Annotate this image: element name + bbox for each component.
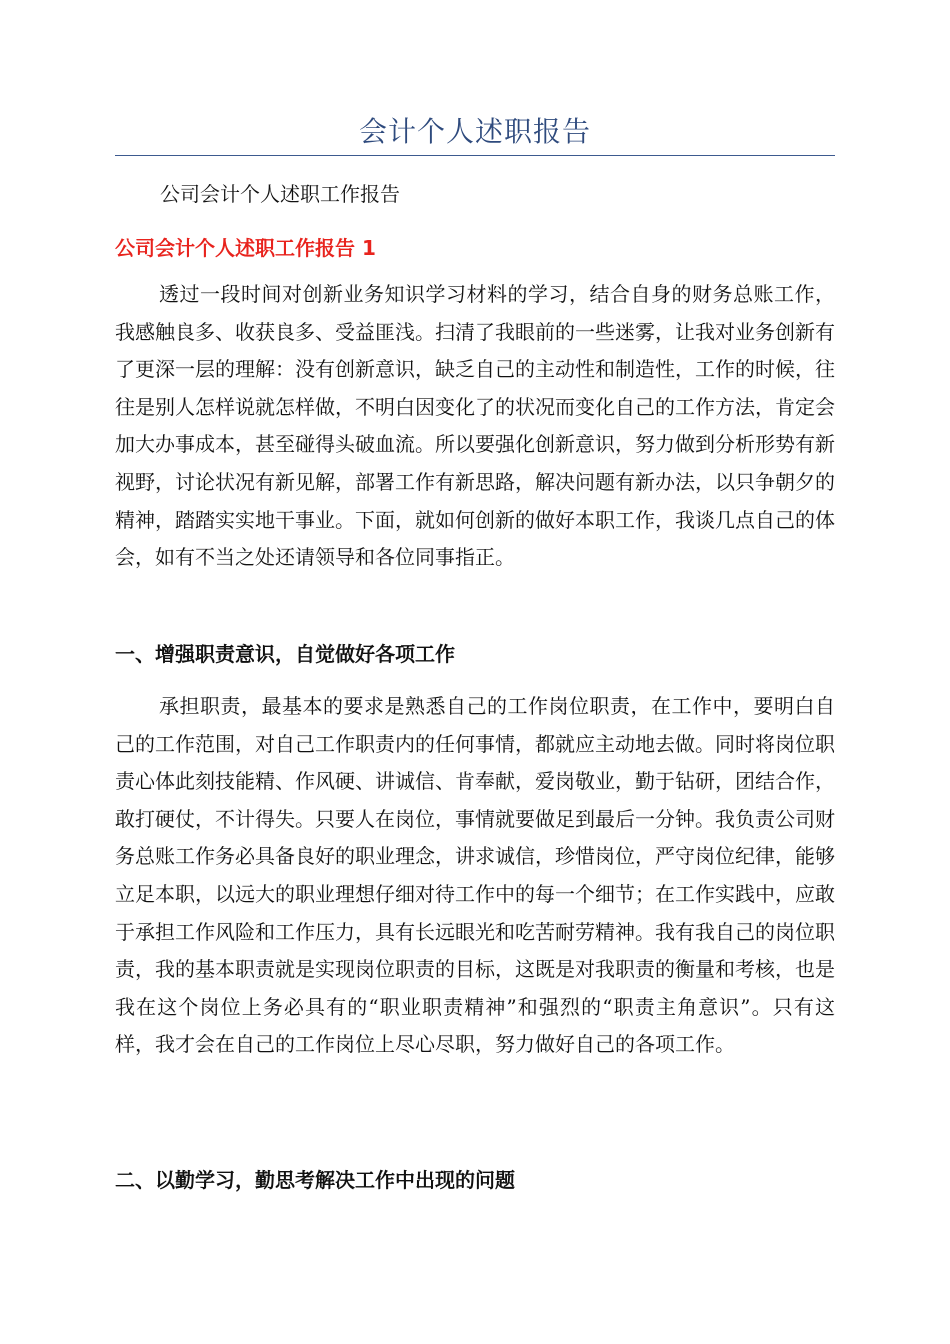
document-title: 会计个人述职报告 (358, 115, 591, 148)
report-heading: 公司会计个人述职工作报告 1 (115, 236, 376, 260)
title-underline (115, 155, 835, 156)
section-heading-2: 二、以勤学习，勤思考解决工作中出现的问题 (115, 1168, 515, 1192)
section-heading-1: 一、增强职责意识，自觉做好各项工作 (115, 642, 455, 666)
paragraph-responsibility: 承担职责，最基本的要求是熟悉自己的工作岗位职责，在工作中，要明白自己的工作范围，对自己工作职责内的任何事情，都就应主动地去做。同时将岗位职责心体此刻技能精、作风硬、讲诚信、肯奉献，爱岗敬业，勤于钻研，团结合作，敢打硬仗，不计得失。只要人在岗位，事情就要做足到最后一分钟。我负责公司财务总账工作务必具备良好的职业理念，讲求诚信，珍惜岗位，严守岗位纪律，能够立足本职，以远大的职业理想仔细对待工作中的每一个细节；在工作实践中，应敢于承担工作风险和工作压力，具有长远眼光和吃苦耐劳精神。我有我自己的岗位职责，我的基本职责就是实现岗位职责的目标，这既是对我职责的衡量和考核，也是我在这个岗位上务必具有的“职业职责精神”和强烈的“职责主角意识”。只有这样，我才会在自己的工作岗位上尽心尽职，努力做好自己的各项工作。 (115, 694, 835, 1057)
paragraph-intro: 透过一段时间对创新业务知识学习材料的学习，结合自身的财务总账工作，我感触良多、收获良多、受益匪浅。扫清了我眼前的一些迷雾，让我对业务创新有了更深一层的理解：没有创新意识，缺乏自己的主动性和制造性，工作的时候，往往是别人怎样说就怎样做，不明白因变化了的状况而变化自己的工作方法，肯定会加大办事成本，甚至碰得头破血流。所以要强化创新意识，努力做到分析形势有新视野，讨论状况有新见解，部署工作有新思路，解决问题有新办法，以只争朝夕的精神，踏踏实实地干事业。下面，就如何创新的做好本职工作，我谈几点自己的体会，如有不当之处还请领导和各位同事指正。 (115, 282, 835, 570)
document-subtitle: 公司会计个人述职工作报告 (160, 182, 400, 206)
